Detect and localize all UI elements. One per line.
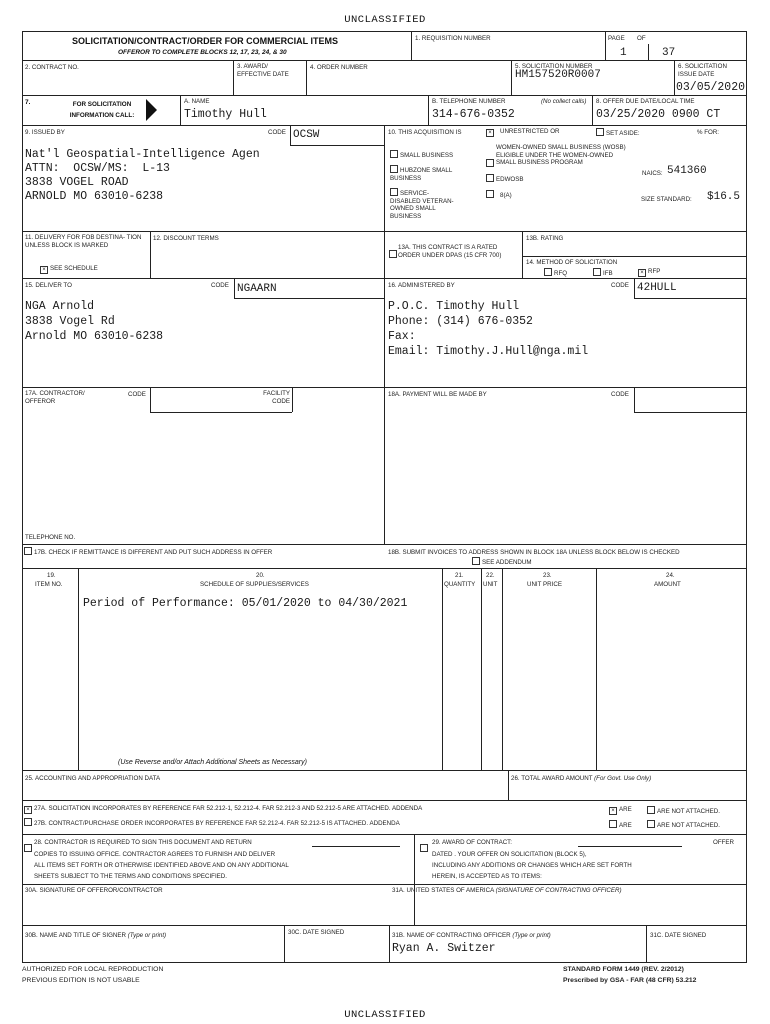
signature-offeror-label: 30A. SIGNATURE OF OFFEROR/CONTRACTOR <box>25 887 163 894</box>
solicitation-date-label: 6. SOLICITATION ISSUE DATE <box>678 63 727 78</box>
telephone-label: B. TELEPHONE NUMBER <box>432 98 506 105</box>
form-subtitle: OFFEROR TO COMPLETE BLOCKS 12, 17, 23, 24, & 30 <box>118 49 287 56</box>
rfp-option[interactable]: × RFP <box>638 268 660 277</box>
wosb-checkbox-icon[interactable] <box>486 153 496 171</box>
col23-label: UNIT PRICE <box>527 581 562 588</box>
issued-code: OCSW <box>293 129 320 141</box>
27b-are-not-option[interactable]: ARE NOT ATTACHED. <box>647 820 720 830</box>
offer-due-date: 03/25/2020 0900 CT <box>596 108 721 121</box>
col21-label: QUANTITY <box>444 581 476 588</box>
award-date-label: 3. AWARD/ EFFECTIVE DATE <box>237 63 289 78</box>
fax-line: Fax: <box>388 330 416 343</box>
deliver-address-2: 3838 Vogel Rd <box>25 315 115 328</box>
footer-previous-edition: PREVIOUS EDITION IS NOT USABLE <box>22 977 140 984</box>
checkbox-icon[interactable] <box>486 190 494 198</box>
checkbox-icon[interactable] <box>24 547 32 555</box>
27a-are-not-option[interactable]: ARE NOT ATTACHED. <box>647 806 720 816</box>
checkbox-icon[interactable] <box>472 557 480 565</box>
contracting-officer-name: Ryan A. Switzer <box>392 942 496 955</box>
checkbox-icon[interactable] <box>390 150 398 158</box>
issued-address-3: 3838 VOGEL ROAD <box>25 176 129 189</box>
deliver-code-label: CODE <box>211 282 229 289</box>
block7-number: 7. <box>25 99 31 106</box>
contractor-label: 17A. CONTRACTOR/ OFFEROR <box>25 390 85 405</box>
small-business-option[interactable]: SMALL BUSINESS <box>390 150 453 160</box>
sdvosb-option[interactable]: SERVICE-DISABLED VETERAN-OWNED SMALL BUSINESS <box>390 190 454 220</box>
requisition-label: 1. REQUISITION NUMBER <box>415 35 491 42</box>
issued-address-1: Nat'l Geospatial-Intelligence Agen <box>25 148 260 161</box>
arrow-icon <box>146 99 157 121</box>
edwosb-option[interactable]: EDWOSB <box>486 174 524 184</box>
checkbox-icon[interactable] <box>593 268 601 276</box>
rfq-option[interactable]: RFQ <box>544 268 567 278</box>
col24-num: 24. <box>666 572 675 579</box>
block29-line-2: DATED . YOUR OFFER ON SOLICITATION (BLOCK 5), <box>432 851 587 858</box>
col22-num: 22. <box>486 572 495 579</box>
col20-label: SCHEDULE OF SUPPLIES/SERVICES <box>200 581 309 588</box>
size-standard: $16.5 <box>707 191 741 203</box>
contracting-officer-label: 31B. NAME OF CONTRACTING OFFICER (Type or print) <box>392 932 551 939</box>
telephone-no-label: TELEPHONE NO. <box>25 534 76 541</box>
deliver-to-label: 15. DELIVER TO <box>25 282 72 289</box>
set-aside-option[interactable]: SET ASIDE: <box>596 128 640 138</box>
block28-line-3: ALL ITEMS SET FORTH OR OTHERWISE IDENTIFIED ABOVE AND ON ANY ADDITIONAL <box>34 862 289 869</box>
no-collect-label: (No collect calls) <box>541 98 587 105</box>
payment-label: 18A. PAYMENT WILL BE MADE BY <box>388 391 487 398</box>
page-label: PAGE <box>608 35 625 42</box>
issued-by-label: 9. ISSUED BY <box>25 129 65 136</box>
col19-num: 19. <box>47 572 56 579</box>
col21-num: 21. <box>455 572 464 579</box>
administered-by-label: 16. ADMINISTERED BY <box>388 282 455 289</box>
block28-checkbox-icon[interactable] <box>24 838 34 856</box>
submit-invoices-label: 18B. SUBMIT INVOICES TO ADDRESS SHOWN IN BLOCK 18A UNLESS BLOCK BELOW IS CHECKED <box>388 549 680 556</box>
total-award-label: 26. TOTAL AWARD AMOUNT (For Govt. Use Only) <box>511 775 652 782</box>
facility-code-label: FACILITY CODE <box>263 390 290 405</box>
footer-reproduction: AUTHORIZED FOR LOCAL REPRODUCTION <box>22 966 164 973</box>
contract-no-label: 2. CONTRACT NO. <box>25 64 79 71</box>
block29-line-4: HEREIN, IS ACCEPTED AS TO ITEMS: <box>432 873 542 880</box>
checkbox-icon[interactable] <box>24 818 32 826</box>
reverse-note: (Use Reverse and/or Attach Additional Sheets as Necessary) <box>118 759 307 766</box>
page-number: 1 <box>620 47 627 59</box>
page-total: 37 <box>662 47 676 59</box>
solicitation-number: HM157520R0007 <box>515 69 601 81</box>
acquisition-label: 10. THIS ACQUISITION IS <box>388 129 462 136</box>
clause-27b[interactable]: 27B. CONTRACT/PURCHASE ORDER INCORPORATES BY REFERENCE FAR 52.212-4. FAR 52.212-5 IS ATTACHED. ADDENDA <box>24 818 400 828</box>
phone-line: Phone: (314) 676-0352 <box>388 315 533 328</box>
rating-label: 13B. RATING <box>526 235 564 242</box>
eight-a-option[interactable]: 8(A) <box>486 190 512 200</box>
signer-name-label: 30B. NAME AND TITLE OF SIGNER (Type or print) <box>25 932 167 939</box>
block29-offer: OFFER <box>713 839 734 846</box>
col20-num: 20. <box>256 572 265 579</box>
checkbox-icon[interactable] <box>647 820 655 828</box>
checkbox-checked-icon[interactable]: × <box>24 806 32 814</box>
block29-line-1: 29. AWARD OF CONTRACT: <box>432 839 512 846</box>
remittance-option[interactable]: 17B. CHECK IF REMITTANCE IS DIFFERENT AND PUT SUCH ADDRESS IN OFFER <box>24 547 272 557</box>
poc-line: P.O.C. Timothy Hull <box>388 300 520 313</box>
checkbox-icon[interactable] <box>596 128 604 136</box>
rated-order-label: 13A. THIS CONTRACT IS A RATED ORDER UNDER DPAS (15 CFR 700) <box>398 244 502 259</box>
form-title: SOLICITATION/CONTRACT/ORDER FOR COMMERCIAL ITEMS <box>72 36 338 46</box>
administered-code: 42HULL <box>637 282 677 294</box>
method-label: 14. METHOD OF SOLICITATION <box>526 259 618 266</box>
date-signed-31c-label: 31C. DATE SIGNED <box>650 932 707 939</box>
period-of-performance: Period of Performance: 05/01/2020 to 04/30/2021 <box>83 597 408 610</box>
checkbox-icon[interactable] <box>390 165 398 173</box>
footer-form-number: STANDARD FORM 1449 (REV. 2/2012) <box>563 966 684 973</box>
naics-label: NAICS: <box>642 170 663 177</box>
27b-are-option[interactable]: ARE <box>609 820 632 830</box>
solicitation-number-label: 5. SOLICITATION NUMBER <box>515 63 593 70</box>
col19-label: ITEM NO. <box>35 581 63 588</box>
naics-code: 541360 <box>667 165 707 177</box>
checkbox-icon[interactable] <box>390 188 398 196</box>
checkbox-checked-icon[interactable]: × <box>609 807 617 815</box>
col22-label: UNIT <box>483 581 498 588</box>
of-label: OF <box>637 35 646 42</box>
classification-top: UNCLASSIFIED <box>344 14 426 26</box>
checkbox-checked-icon[interactable]: × <box>638 269 646 277</box>
issued-code-label: CODE <box>268 129 286 136</box>
percent-for-label: % FOR: <box>697 129 720 136</box>
clause-27a[interactable]: × 27A. SOLICITATION INCORPORATES BY REFERENCE FAR 52.212-1, 52.212-4. FAR 52.212-3 AND 52.212-5 ARE ATTACHED. ADDENDA <box>24 805 422 814</box>
deliver-address-1: NGA Arnold <box>25 300 95 313</box>
name-label: A. NAME <box>184 98 210 105</box>
checkbox-icon[interactable] <box>647 806 655 814</box>
ifb-option[interactable]: IFB <box>593 268 613 278</box>
offer-due-label: 8. OFFER DUE DATE/LOCAL TIME <box>596 98 695 105</box>
accounting-label: 25. ACCOUNTING AND APPROPRIATION DATA <box>25 775 161 782</box>
copies-blank <box>312 846 400 847</box>
block29-checkbox-icon[interactable] <box>420 838 430 856</box>
administered-code-label: CODE <box>611 282 629 289</box>
payment-code-label: CODE <box>611 391 629 398</box>
block28-line-4: SHEETS SUBJECT TO THE TERMS AND CONDITIONS SPECIFIED. <box>34 873 227 880</box>
date-signed-30c-label: 30C. DATE SIGNED <box>288 929 345 936</box>
block28-line-1: 28. CONTRACTOR IS REQUIRED TO SIGN THIS DOCUMENT AND RETURN <box>34 839 252 846</box>
classification-bottom: UNCLASSIFIED <box>344 1009 426 1021</box>
contact-phone: 314-676-0352 <box>432 108 515 121</box>
issued-address-2: ATTN: OCSW/MS: L-13 <box>25 162 170 175</box>
award-blank <box>578 846 682 847</box>
email-line: Email: Timothy.J.Hull@nga.mil <box>388 345 589 358</box>
checkbox-checked-icon[interactable]: × <box>40 266 48 274</box>
contractor-code-label: CODE <box>128 391 146 398</box>
signature-usa-label: 31A. UNITED STATES OF AMERICA (SIGNATURE OF CONTRACTING OFFICER) <box>392 887 622 894</box>
solicitation-date: 03/05/2020 <box>676 81 746 94</box>
for-info-call: FOR SOLICITATION INFORMATION CALL: <box>69 101 135 119</box>
checkbox-checked-icon[interactable]: × <box>486 129 494 137</box>
unrestricted-option[interactable]: × UNRESTRICTED OR <box>486 128 559 137</box>
block29-line-3: INCLUDING ANY ADDITIONS OR CHANGES WHICH ARE SET FORTH <box>432 862 632 869</box>
order-number-label: 4. ORDER NUMBER <box>310 64 368 71</box>
discount-terms-label: 12. DISCOUNT TERMS <box>153 235 219 242</box>
deliver-code: NGAARN <box>237 283 277 295</box>
col23-num: 23. <box>543 572 552 579</box>
checkbox-icon[interactable] <box>609 820 617 828</box>
issued-address-4: ARNOLD MO 63010-6238 <box>25 190 164 203</box>
size-standard-label: SIZE STANDARD: <box>641 196 692 203</box>
checkbox-icon[interactable] <box>544 268 552 276</box>
see-schedule-option[interactable]: × SEE SCHEDULE <box>40 265 98 274</box>
footer-prescribed-by: Prescribed by GSA - FAR (48 CFR) 53.212 <box>563 977 697 984</box>
see-addendum-option[interactable]: SEE ADDENDUM <box>472 557 532 567</box>
delivery-fob-label: 11. DELIVERY FOR FOB DESTINA- TION UNLESS BLOCK IS MARKED <box>25 234 142 249</box>
checkbox-icon[interactable] <box>486 174 494 182</box>
deliver-address-3: Arnold MO 63010-6238 <box>25 330 164 343</box>
27a-are-option[interactable]: × ARE <box>609 806 632 815</box>
contact-name: Timothy Hull <box>184 108 267 121</box>
block28-line-2: COPIES TO ISSUING OFFICE. CONTRACTOR AGREES TO FURNISH AND DELIVER <box>34 851 276 858</box>
col24-label: AMOUNT <box>654 581 681 588</box>
hubzone-option[interactable]: HUBZONE SMALL BUSINESS <box>390 167 453 182</box>
wosb-label: WOMEN-OWNED SMALL BUSINESS (WOSB) ELIGIBLE UNDER THE WOMEN-OWNED SMALL BUSINESS PROGRAM <box>496 144 626 167</box>
